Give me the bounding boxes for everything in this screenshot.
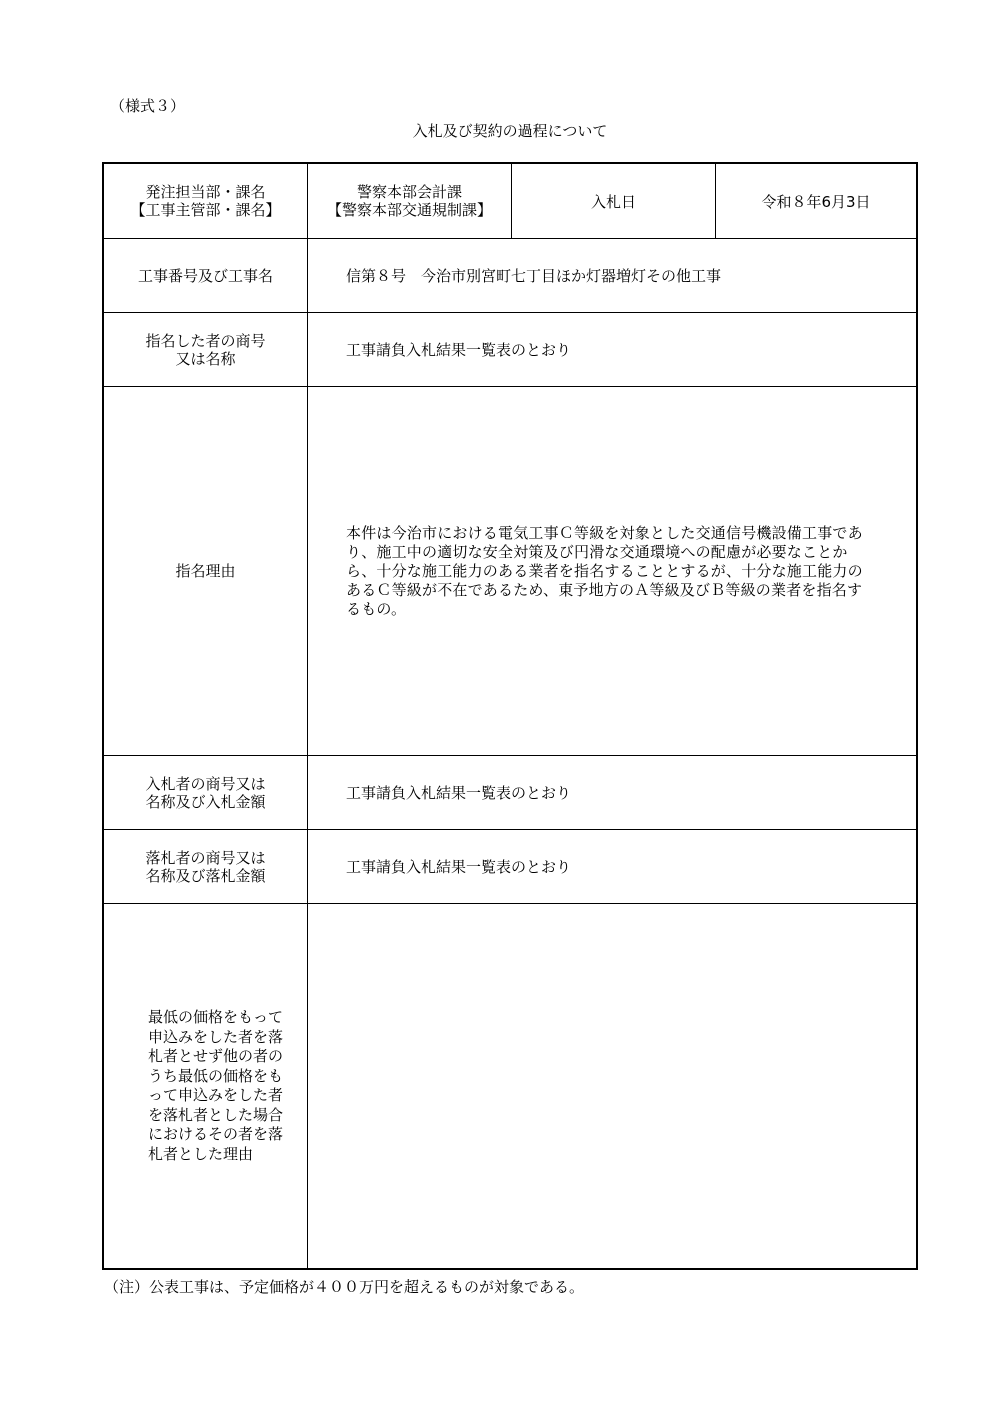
designated-value: 工事請負入札結果一覧表のとおり bbox=[346, 341, 572, 359]
bid-date-label: 入札日 bbox=[590, 192, 636, 211]
winner-label-line2: 名称及び落札金額 bbox=[145, 866, 266, 885]
form-number-label: （様式３） bbox=[110, 97, 186, 115]
winner-label-cell bbox=[104, 830, 308, 903]
reason-line: 本件は今治市における電気工事Ｃ等級を対象とした交通信号機設備工事であ bbox=[346, 523, 863, 542]
bid-date-value: 令和８年6月3日 bbox=[761, 192, 871, 211]
dept-label-cell bbox=[104, 164, 308, 238]
bidders-row bbox=[104, 756, 916, 830]
work-name-value-cell bbox=[308, 239, 916, 312]
winner-row bbox=[104, 830, 916, 904]
lowest-label-line: 札者とした理由 bbox=[148, 1144, 254, 1163]
work-name-row bbox=[104, 239, 916, 313]
dept-value-line1: 警察本部会計課 bbox=[356, 183, 462, 201]
lowest-price-label bbox=[148, 1008, 298, 1164]
lowest-label-line: 札者とせず他の者の bbox=[148, 1047, 284, 1065]
reason-line: ら、十分な施工能力のある業者を指名することとするが、十分な施工能力の bbox=[346, 561, 863, 580]
reason-value-cell bbox=[308, 387, 916, 755]
bidders-value: 工事請負入札結果一覧表のとおり bbox=[346, 784, 572, 802]
designated-label-line2: 又は名称 bbox=[175, 349, 236, 368]
reason-line: り、施工中の適切な安全対策及び円滑な交通環境への配慮が必要なことか bbox=[346, 542, 848, 561]
reason-line: るもの。 bbox=[346, 599, 407, 618]
dept-label-line1: 発注担当部・課名 bbox=[145, 183, 266, 201]
footnote: （注）公表工事は、予定価格が４００万円を超えるものが対象である。 bbox=[104, 1278, 585, 1296]
procurement-table bbox=[102, 162, 918, 1270]
dept-label-line2: 【工事主管部・課名】 bbox=[130, 201, 281, 219]
dept-value-cell bbox=[308, 164, 512, 238]
dept-value-line2: 【警察本部交通規制課】 bbox=[326, 201, 492, 219]
bidders-label-line1: 入札者の商号又は bbox=[145, 774, 266, 793]
reason-row bbox=[104, 387, 916, 756]
designated-label-line1: 指名した者の商号 bbox=[145, 331, 266, 350]
winner-value-cell bbox=[308, 830, 916, 903]
header-row bbox=[104, 164, 916, 239]
lowest-label-line: を落札者とした場合 bbox=[148, 1105, 284, 1124]
designated-row bbox=[104, 313, 916, 387]
lowest-price-label-cell bbox=[104, 904, 308, 1268]
lowest-label-line: うち最低の価格をも bbox=[148, 1066, 284, 1085]
reason-label-cell bbox=[104, 387, 308, 755]
bidders-label-line2: 名称及び入札金額 bbox=[145, 792, 266, 811]
designated-value-cell bbox=[308, 313, 916, 386]
winner-label-line1: 落札者の商号又は bbox=[145, 848, 266, 867]
reason-label: 指名理由 bbox=[175, 562, 236, 580]
lowest-label-line: 申込みをした者を落 bbox=[148, 1027, 284, 1046]
lowest-price-row bbox=[104, 904, 916, 1268]
bid-date-label-cell bbox=[512, 164, 716, 238]
work-name-label: 工事番号及び工事名 bbox=[137, 266, 273, 285]
work-name-value: 信第８号 今治市別宮町七丁目ほか灯器増灯その他工事 bbox=[346, 267, 722, 285]
reason-line: あるＣ等級が不在であるため、東予地方のＡ等級及びＢ等級の業者を指名す bbox=[346, 580, 863, 599]
document-title: 入札及び契約の過程について bbox=[412, 122, 608, 140]
bid-date-value-cell bbox=[716, 164, 916, 238]
lowest-label-line: におけるその者を落 bbox=[148, 1125, 284, 1143]
reason-text bbox=[346, 524, 863, 619]
work-name-label-cell bbox=[104, 239, 308, 312]
bidders-value-cell bbox=[308, 756, 916, 829]
bidders-label-cell bbox=[104, 756, 308, 829]
winner-value: 工事請負入札結果一覧表のとおり bbox=[346, 858, 572, 876]
lowest-price-value-cell bbox=[308, 904, 916, 1268]
lowest-label-line: 最低の価格をもって bbox=[148, 1008, 284, 1026]
lowest-label-line: って申込みをした者 bbox=[148, 1086, 284, 1104]
designated-label-cell bbox=[104, 313, 308, 386]
